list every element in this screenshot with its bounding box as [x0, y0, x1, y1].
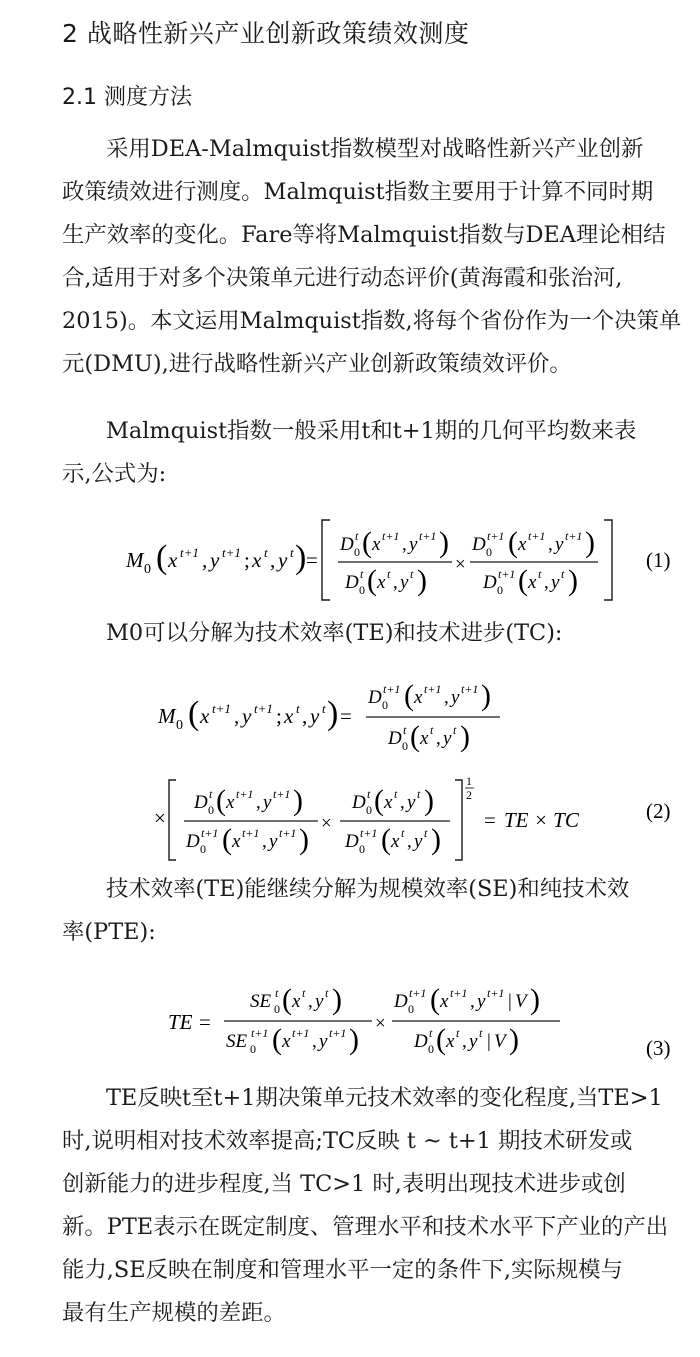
- subsection-title: 测度方法: [104, 85, 193, 110]
- svg-text:×: ×: [455, 554, 466, 575]
- svg-text:t: t: [424, 826, 428, 840]
- equation-number: (2): [646, 799, 671, 823]
- svg-text:×: ×: [154, 806, 166, 830]
- section-number: 2: [62, 19, 79, 48]
- svg-text:y: y: [469, 1031, 478, 1052]
- svg-text:,: ,: [256, 792, 261, 813]
- svg-text:,: ,: [393, 572, 398, 593]
- svg-text:): ): [585, 526, 595, 559]
- svg-text:x: x: [232, 831, 241, 852]
- svg-text:): ): [530, 983, 540, 1016]
- svg-text:x: x: [414, 687, 423, 708]
- svg-text:t+1: t+1: [498, 567, 516, 581]
- paragraph-line: TE反映t至t+1期决策单元技术效率的变化程度,当TE>1: [106, 1085, 663, 1111]
- svg-text:0: 0: [428, 1042, 434, 1056]
- svg-text:(: (: [282, 983, 292, 1016]
- equation-number: (1): [646, 548, 671, 572]
- svg-text:t: t: [360, 567, 364, 581]
- svg-text:,: ,: [548, 534, 553, 555]
- svg-text:y: y: [400, 572, 409, 593]
- svg-text:y: y: [310, 704, 320, 728]
- svg-text:=: =: [199, 1010, 211, 1034]
- svg-text:t: t: [410, 567, 414, 581]
- svg-text:(: (: [222, 823, 232, 856]
- svg-text:t: t: [394, 787, 398, 801]
- svg-text:): ): [295, 539, 307, 576]
- paragraph-line: 2015)。本文运用Malmquist指数,将每个省份作为一个决策单: [62, 308, 682, 334]
- svg-text:t+1: t+1: [419, 529, 437, 543]
- svg-text:t: t: [209, 787, 213, 801]
- svg-text:t: t: [302, 986, 306, 1000]
- svg-text:y: y: [315, 991, 324, 1012]
- svg-text:): ): [481, 679, 491, 712]
- svg-text:t+1: t+1: [236, 787, 254, 801]
- svg-text:,: ,: [402, 534, 407, 555]
- svg-text:=: =: [484, 808, 496, 832]
- svg-text:0: 0: [486, 545, 492, 559]
- svg-text:t: t: [275, 986, 279, 1000]
- svg-text:,: ,: [444, 687, 449, 708]
- equation-1: [0, 500, 700, 610]
- svg-text:t+1: t+1: [461, 682, 479, 696]
- equation-2-line-2: [0, 765, 700, 865]
- svg-text:): ): [460, 720, 470, 753]
- svg-text:t+1: t+1: [212, 701, 231, 716]
- svg-text:|: |: [508, 991, 512, 1012]
- paragraph-te-decomposition: [62, 868, 678, 911]
- svg-text:t: t: [387, 567, 391, 581]
- svg-text:t+1: t+1: [242, 826, 260, 840]
- svg-text:x: x: [284, 704, 294, 728]
- svg-text:t+1: t+1: [360, 826, 378, 840]
- paragraph-line: 率(PTE):: [62, 919, 156, 945]
- svg-text:t: t: [430, 723, 434, 737]
- svg-text:D: D: [483, 572, 497, 593]
- svg-text:): ): [417, 564, 427, 597]
- svg-text:): ): [431, 823, 441, 856]
- svg-text:t+1: t+1: [487, 529, 505, 543]
- svg-text:t+1: t+1: [329, 1026, 347, 1040]
- svg-text:): ): [439, 526, 449, 559]
- svg-text:0: 0: [359, 583, 365, 597]
- svg-text:y: y: [443, 728, 452, 749]
- svg-text:t+1: t+1: [424, 682, 442, 696]
- svg-text:(: (: [518, 564, 528, 597]
- svg-text:×: ×: [321, 813, 332, 834]
- svg-text:SE: SE: [250, 991, 272, 1012]
- section-title: 战略性新兴产业创新政策绩效测度: [86, 19, 470, 48]
- svg-text:t: t: [355, 529, 359, 543]
- svg-text:): ): [568, 564, 578, 597]
- paragraph-line: Malmquist指数一般采用t和t+1期的几何平均数来表: [106, 418, 637, 444]
- svg-text:x: x: [446, 1031, 455, 1052]
- svg-text:D: D: [345, 572, 359, 593]
- svg-text:D: D: [414, 1031, 428, 1052]
- svg-text:(: (: [156, 539, 168, 576]
- svg-text:t: t: [322, 701, 326, 716]
- svg-text:): ): [293, 784, 303, 817]
- svg-text:=: =: [306, 548, 318, 572]
- svg-text:t: t: [403, 723, 407, 737]
- paragraph-line: 创新能力的进步程度,当 TC>1 时,表明出现技术进步或创: [62, 1171, 626, 1197]
- svg-text:(: (: [508, 526, 518, 559]
- svg-text:t: t: [417, 787, 421, 801]
- svg-text:0: 0: [200, 842, 206, 856]
- svg-text:×: ×: [375, 1013, 386, 1034]
- svg-text:t+1: t+1: [180, 545, 199, 560]
- paragraph-line: M0可以分解为技术效率(TE)和技术进步(TC):: [106, 620, 563, 646]
- svg-text:,: ,: [462, 1031, 467, 1052]
- svg-text:t+1: t+1: [273, 787, 291, 801]
- svg-text:y: y: [263, 792, 272, 813]
- svg-text:t+1: t+1: [565, 529, 583, 543]
- svg-text:0: 0: [250, 1042, 256, 1056]
- svg-text:x: x: [377, 572, 386, 593]
- svg-text:0: 0: [402, 739, 408, 753]
- paragraph-line: 采用DEA-Malmquist指数模型对战略性新兴产业创新: [106, 136, 644, 162]
- svg-text:x: x: [420, 728, 429, 749]
- svg-text:,: ,: [270, 548, 276, 572]
- svg-text:t: t: [429, 1026, 433, 1040]
- svg-text:=: =: [340, 704, 352, 728]
- svg-text:(: (: [436, 1023, 446, 1056]
- svg-text:(: (: [410, 720, 420, 753]
- svg-text:x: x: [518, 534, 527, 555]
- svg-text:y: y: [551, 572, 560, 593]
- svg-text:t+1: t+1: [254, 701, 273, 716]
- paragraph-interpretation: [62, 1077, 678, 1120]
- svg-text:t+1: t+1: [383, 682, 401, 696]
- svg-text:,: ,: [407, 831, 412, 852]
- svg-text:t+1: t+1: [450, 986, 468, 1000]
- svg-text:): ): [332, 983, 342, 1016]
- svg-text:t: t: [367, 787, 371, 801]
- svg-text:D: D: [194, 792, 208, 813]
- svg-text:D: D: [472, 534, 486, 555]
- paragraph-malmquist: [62, 410, 678, 453]
- svg-text:t+1: t+1: [528, 529, 546, 543]
- svg-text:,: ,: [544, 572, 549, 593]
- svg-text:t: t: [290, 545, 294, 560]
- svg-text:,: ,: [312, 1031, 317, 1052]
- svg-text:t: t: [296, 701, 300, 716]
- svg-text:,: ,: [234, 704, 240, 728]
- svg-text:0: 0: [359, 842, 365, 856]
- svg-text:x: x: [226, 792, 235, 813]
- svg-text:t+1: t+1: [409, 986, 427, 1000]
- svg-text:TE: TE: [168, 1010, 193, 1034]
- svg-text:(: (: [216, 784, 226, 817]
- svg-text:): ): [509, 1023, 519, 1056]
- svg-text:t+1: t+1: [292, 1026, 310, 1040]
- svg-text:x: x: [391, 831, 400, 852]
- paragraph-line: 新。PTE表示在既定制度、管理水平和技术水平下产业的产出: [62, 1214, 669, 1240]
- paragraph-intro-cont: [62, 171, 682, 386]
- subsection-number: 2.1: [62, 85, 97, 110]
- svg-text:2: 2: [466, 788, 472, 802]
- svg-text:x: x: [282, 1031, 291, 1052]
- svg-text:(: (: [404, 679, 414, 712]
- svg-text:,: ,: [302, 704, 308, 728]
- svg-text:): ): [424, 784, 434, 817]
- svg-text:t: t: [401, 826, 405, 840]
- svg-text:,: ,: [400, 792, 405, 813]
- svg-text:t: t: [479, 1026, 483, 1040]
- svg-text:y: y: [414, 831, 423, 852]
- paragraph-line: 时,说明相对技术效率提高;TC反映 t ~ t+1 期技术研发或: [62, 1128, 633, 1154]
- svg-text:t+1: t+1: [487, 986, 505, 1000]
- svg-text:t: t: [538, 567, 542, 581]
- paragraph-line: 示,公式为:: [62, 461, 167, 487]
- paragraph-line: 最有生产规模的差距。: [62, 1300, 286, 1326]
- svg-text:(: (: [362, 526, 372, 559]
- svg-text:t+1: t+1: [279, 826, 297, 840]
- svg-text:(: (: [272, 1023, 282, 1056]
- svg-text:x: x: [528, 572, 537, 593]
- svg-text:y: y: [319, 1031, 328, 1052]
- svg-text:0: 0: [382, 698, 388, 712]
- svg-text:0: 0: [497, 583, 503, 597]
- svg-text:V: V: [494, 1031, 506, 1052]
- svg-text:D: D: [186, 831, 200, 852]
- svg-text:t: t: [325, 986, 329, 1000]
- svg-text:0: 0: [274, 1002, 280, 1016]
- svg-text:): ): [299, 823, 309, 856]
- paragraph-intro: [62, 128, 678, 171]
- svg-text:x: x: [372, 534, 381, 555]
- paragraph-line: 政策绩效进行测度。Malmquist指数主要用于计算不同时期: [62, 179, 654, 205]
- paragraph-interpretation-cont: [62, 1120, 678, 1335]
- svg-text:x: x: [440, 991, 449, 1012]
- svg-text:0: 0: [208, 803, 214, 817]
- svg-text:t+1: t+1: [222, 545, 241, 560]
- paragraph-decomposition: [106, 612, 700, 655]
- svg-text:t: t: [453, 723, 457, 737]
- svg-text:M: M: [126, 548, 144, 572]
- svg-text:M: M: [158, 704, 176, 728]
- svg-text:0: 0: [366, 803, 372, 817]
- svg-text:(: (: [381, 823, 391, 856]
- svg-text:(: (: [188, 695, 200, 732]
- section-heading: [62, 14, 469, 50]
- svg-text:t: t: [456, 1026, 460, 1040]
- equation-2-line-1: [0, 668, 700, 768]
- svg-text:t+1: t+1: [382, 529, 400, 543]
- svg-text:0: 0: [176, 718, 183, 733]
- svg-text:): ): [327, 695, 339, 732]
- paragraph-line: 合,适用于对多个决策单元进行动态评价(黄海霞和张治河,: [62, 265, 623, 291]
- svg-text:D: D: [352, 792, 366, 813]
- subsection-heading: [62, 80, 192, 111]
- svg-text:t: t: [264, 545, 268, 560]
- svg-text:D: D: [340, 534, 354, 555]
- paragraph-line: 生产效率的变化。Fare等将Malmquist指数与DEA理论相结: [62, 222, 666, 248]
- svg-text:): ): [349, 1023, 359, 1056]
- svg-text:D: D: [345, 831, 359, 852]
- paragraph-malmquist-cont: [62, 453, 678, 496]
- svg-text:t: t: [561, 567, 565, 581]
- svg-text:y: y: [242, 704, 252, 728]
- svg-text:0: 0: [354, 545, 360, 559]
- svg-text:t+1: t+1: [201, 826, 219, 840]
- svg-text:V: V: [515, 991, 527, 1012]
- paragraph-line: 技术效率(TE)能继续分解为规模效率(SE)和纯技术效: [106, 876, 630, 902]
- svg-text:x: x: [252, 548, 262, 572]
- equation-3: [0, 965, 700, 1075]
- svg-text:y: y: [210, 548, 220, 572]
- svg-text:(: (: [430, 983, 440, 1016]
- svg-text:x: x: [168, 548, 178, 572]
- svg-text:;: ;: [244, 548, 250, 572]
- svg-text:,: ,: [262, 831, 267, 852]
- svg-text:x: x: [200, 704, 210, 728]
- svg-text:(: (: [367, 564, 377, 597]
- svg-text:0: 0: [408, 1002, 414, 1016]
- svg-text:x: x: [292, 991, 301, 1012]
- svg-text:;: ;: [276, 704, 282, 728]
- svg-text:0: 0: [144, 562, 151, 577]
- svg-text:y: y: [555, 534, 564, 555]
- paragraph-line: 能力,SE反映在制度和管理水平一定的条件下,实际规模与: [62, 1257, 623, 1283]
- svg-text:SE: SE: [226, 1031, 248, 1052]
- svg-text:y: y: [269, 831, 278, 852]
- svg-text:y: y: [451, 687, 460, 708]
- equation-result: TE × TC: [504, 808, 579, 832]
- svg-text:,: ,: [202, 548, 208, 572]
- svg-text:x: x: [384, 792, 393, 813]
- svg-text:,: ,: [436, 728, 441, 749]
- svg-text:(: (: [374, 784, 384, 817]
- svg-text:|: |: [487, 1031, 491, 1052]
- svg-text:D: D: [368, 687, 382, 708]
- svg-text:,: ,: [308, 991, 313, 1012]
- svg-text:y: y: [409, 534, 418, 555]
- svg-text:,: ,: [470, 991, 475, 1012]
- svg-text:D: D: [388, 728, 402, 749]
- svg-text:t+1: t+1: [251, 1026, 269, 1040]
- svg-text:1: 1: [466, 774, 472, 788]
- svg-text:y: y: [407, 792, 416, 813]
- svg-text:y: y: [477, 991, 486, 1012]
- svg-text:y: y: [278, 548, 288, 572]
- paragraph-te-decomposition-cont: [62, 911, 678, 954]
- svg-text:D: D: [394, 991, 408, 1012]
- equation-number: (3): [646, 1036, 671, 1060]
- paragraph-line: 元(DMU),进行战略性新兴产业创新政策绩效评价。: [62, 351, 572, 377]
